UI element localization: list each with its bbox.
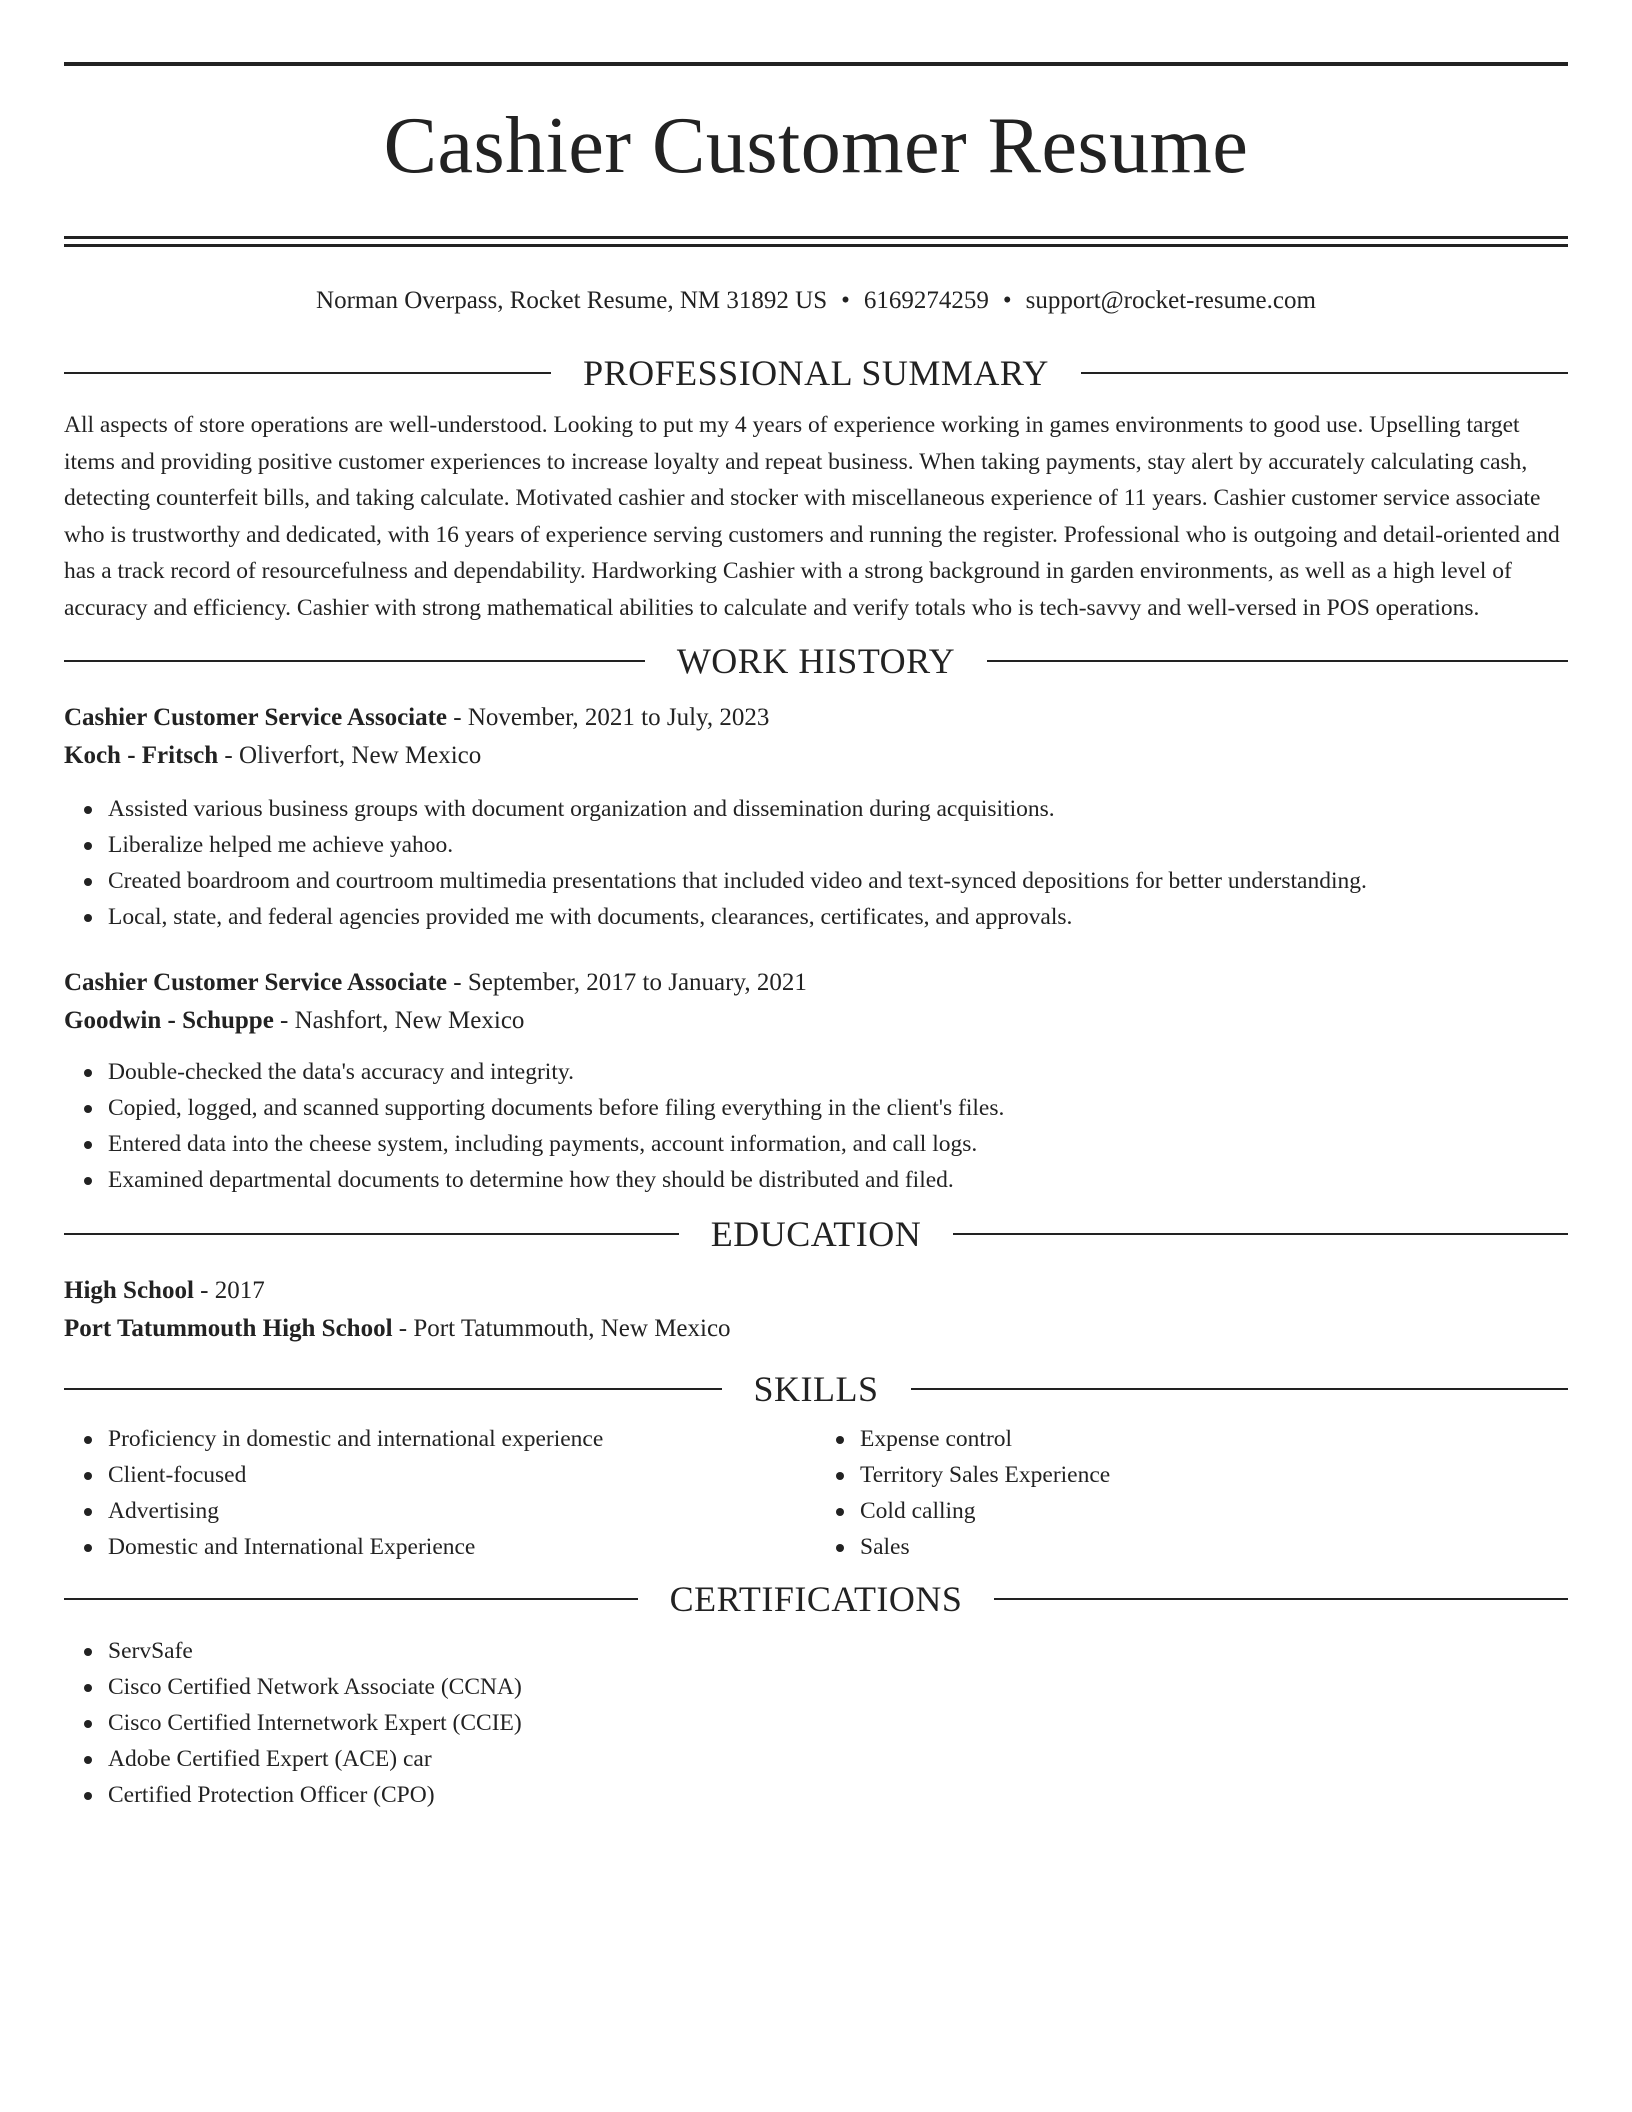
skills-grid: [64, 1421, 1568, 1565]
job-company: Koch - Fritsch: [64, 742, 219, 769]
summary-text: All aspects of store operations are well-understood. Looking to put my 4 years of experience working in games environments to good use. Upselling target items and providing positive customer experiences to increase loyalty and repeat business. When taking payments, stay alert by accurately calculating cash, detecting counterfeit bills, and taking calculate. Motivated cashier and stocker with miscellaneous experience of 11 years. Cashier customer service associate who is trustworthy and dedicated, with 16 years of experience serving customers and running the register. Professional who is outgoing and detail-oriented and has a track record of resourcefulness and dependability. Hardworking Cashier with a strong background in garden environments, as well as a high level of accuracy and efficiency. Cashier with strong mathematical abilities to calculate and verify totals who is tech-savvy and well-versed in POS operations.: [64, 412, 1560, 621]
list-item: Double-checked the data's accuracy and integrity.: [108, 1054, 1568, 1090]
list-item: Local, state, and federal agencies provided me with documents, clearances, certificates, and approvals.: [108, 899, 1568, 935]
list-item: Examined departmental documents to determine how they should be distributed and filed.: [108, 1162, 1568, 1198]
section-header-summary: [64, 351, 1568, 395]
list-item: Cold calling: [860, 1493, 1568, 1529]
list-item: Sales: [860, 1529, 1568, 1565]
job-title: Cashier Customer Service Associate: [64, 969, 448, 996]
skills-list: [816, 1421, 1568, 1565]
list-item: Copied, logged, and scanned supporting documents before filing everything in the client's files.: [108, 1090, 1568, 1126]
job-dates: - November, 2021 to July, 2023: [447, 704, 770, 731]
job-dates: - September, 2017 to January, 2021: [447, 969, 807, 996]
job-title-line: [64, 964, 1568, 1002]
education-school-line: [64, 1310, 1568, 1348]
list-item: Advertising: [108, 1493, 816, 1529]
list-item: ServSafe: [108, 1633, 1568, 1669]
contact-line: [64, 284, 1568, 318]
list-item: Cisco Certified Internetwork Expert (CCIE): [108, 1705, 1568, 1741]
education-school: Port Tatummouth High School: [64, 1315, 393, 1342]
section-header-work: [64, 639, 1568, 683]
section-title-summary: PROFESSIONAL SUMMARY: [583, 353, 1049, 393]
skills-column-left: [64, 1421, 816, 1565]
skills-list: [64, 1421, 816, 1565]
section-rule: [64, 1233, 679, 1235]
resume-title: Cashier Customer Resume: [383, 102, 1249, 190]
section-rule: [64, 660, 645, 662]
list-item: Territory Sales Experience: [860, 1457, 1568, 1493]
education-location: - Port Tatummouth, New Mexico: [392, 1315, 731, 1342]
list-item: Liberalize helped me achieve yahoo.: [108, 827, 1568, 863]
section-title-work: WORK HISTORY: [676, 641, 956, 681]
section-rule: [64, 1388, 722, 1390]
contact-separator: •: [1002, 287, 1012, 314]
list-item: Created boardroom and courtroom multimedia presentations that included video and text-synced depositions for better understanding.: [108, 863, 1568, 899]
education-degree: High School: [64, 1277, 194, 1304]
skills-column-right: [816, 1421, 1568, 1565]
job-company-line: [64, 1002, 1568, 1040]
education-degree-line: [64, 1272, 1568, 1310]
section-rule: [64, 1598, 638, 1600]
job-title-line: [64, 699, 1568, 737]
job-company: Goodwin - Schuppe: [64, 1007, 274, 1034]
job-location: - Oliverfort, New Mexico: [218, 742, 482, 769]
section-title-certifications: CERTIFICATIONS: [669, 1579, 963, 1619]
section-rule: [987, 660, 1568, 662]
list-item: Assisted various business groups with document organization and dissemination during acquisitions.: [108, 791, 1568, 827]
contact-email: support@rocket-resume.com: [1025, 287, 1316, 314]
education-year: - 2017: [193, 1277, 265, 1304]
education-entry: [64, 1272, 1568, 1348]
list-item: Entered data into the cheese system, including payments, account information, and call logs.: [108, 1126, 1568, 1162]
section-header-skills: [64, 1367, 1568, 1411]
job-bullets: [64, 1054, 1568, 1198]
list-item: Adobe Certified Expert (ACE) car: [108, 1741, 1568, 1777]
section-rule: [1081, 372, 1568, 374]
section-rule: [953, 1233, 1568, 1235]
job-bullets: [64, 791, 1568, 935]
section-rule: [994, 1598, 1568, 1600]
job-entry: [64, 964, 1568, 1198]
section-header-education: [64, 1212, 1568, 1256]
job-title: Cashier Customer Service Associate: [64, 704, 448, 731]
list-item: Proficiency in domestic and international experience: [108, 1421, 816, 1457]
list-item: Domestic and International Experience: [108, 1529, 816, 1565]
section-rule: [64, 372, 551, 374]
section-title-skills: SKILLS: [753, 1369, 879, 1409]
certifications-list: [64, 1633, 1568, 1813]
section-rule: [911, 1388, 1569, 1390]
top-rule: [64, 62, 1568, 66]
list-item: Client-focused: [108, 1457, 816, 1493]
contact-separator: •: [841, 287, 850, 314]
contact-phone: 6169274259: [863, 287, 989, 314]
job-entry: [64, 699, 1568, 935]
list-item: Certified Protection Officer (CPO): [108, 1777, 1568, 1813]
section-header-certifications: [64, 1577, 1568, 1621]
job-company-line: [64, 737, 1568, 775]
list-item: Expense control: [860, 1421, 1568, 1457]
section-title-education: EDUCATION: [710, 1214, 922, 1254]
contact-address: Norman Overpass, Rocket Resume, NM 31892 US: [316, 287, 828, 314]
list-item: Cisco Certified Network Associate (CCNA): [108, 1669, 1568, 1705]
title-double-rule: [64, 236, 1568, 247]
job-location: - Nashfort, New Mexico: [273, 1007, 525, 1034]
